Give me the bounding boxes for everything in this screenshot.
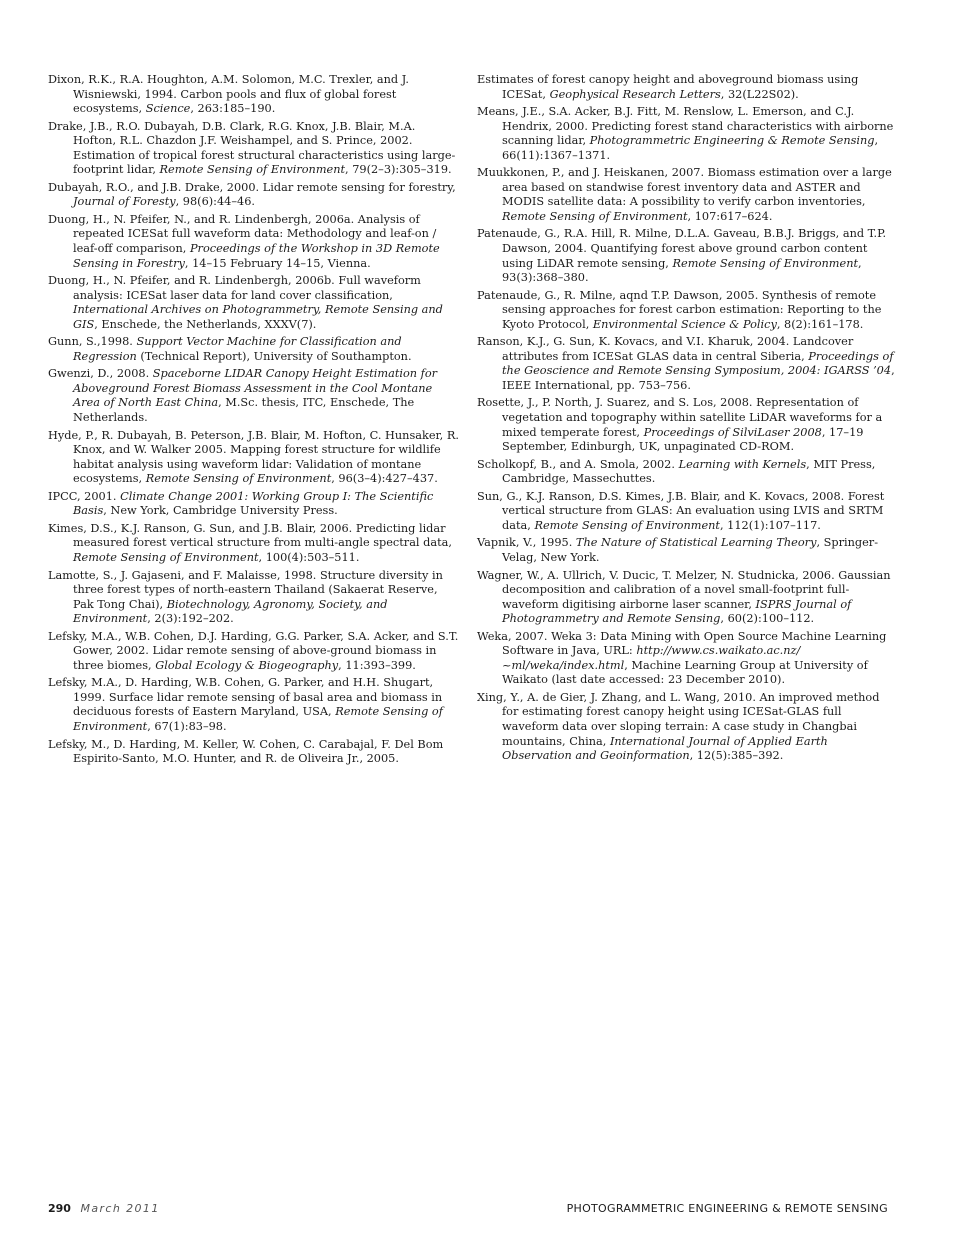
page-footer — [48, 1202, 888, 1215]
reference-text: , 60(2):100–112. — [720, 612, 815, 626]
references-right-column — [477, 73, 897, 767]
reference-text: Lefsky, M.A., D. Harding, W.B. Cohen, G. Parker, and H.H. Shugart, 1999. Surface lidar remote sensing of basal area and biomass in deciduous forests of Eastern Maryland, USA, — [48, 676, 443, 719]
reference-source-title: Photogrammetric Engineering & Remote Sensing — [589, 134, 875, 148]
reference-source-title: Biotechnology, Agronomy, Society, and Environment — [73, 597, 388, 626]
reference-source-title: Learning with Kernels — [678, 457, 807, 471]
reference-text: , Machine Learning Group at University of Waikato (last date accessed: 23 December 2010). — [502, 658, 868, 687]
reference-entry — [477, 166, 897, 224]
reference-source-title: Remote Sensing of Environment — [534, 518, 720, 532]
reference-text: , 66(11):1367–1371. — [502, 134, 879, 162]
reference-text: , 12(5):385–392. — [689, 749, 784, 763]
reference-entry — [48, 522, 460, 566]
reference-entry — [48, 630, 460, 674]
reference-entry — [477, 536, 897, 565]
reference-text: , 67(1):83–98. — [147, 719, 227, 733]
reference-source-title: International Journal of Applied Earth Observation and Geoinformation — [502, 734, 828, 763]
reference-text: Weka, 2007. Weka 3: Data Mining with Open Source Machine Learning Software in Java, URL: — [477, 629, 887, 658]
reference-text: , 2(3):192–202. — [147, 612, 234, 626]
reference-source-title: Support Vector Machine for Classification and Regression — [73, 335, 402, 363]
page-number: 290 — [48, 1202, 71, 1215]
reference-entry — [48, 676, 460, 734]
reference-text: Rosette, J., P. North, J. Suarez, and S. Los, 2008. Representation of vegetation and topography within satellite LiDAR waveforms for a mixed temperate forest, — [477, 396, 883, 439]
reference-text: Lefsky, M.A., W.B. Cohen, D.J. Harding, G.G. Parker, S.A. Acker, and S.T. Gower, 2002. Lidar remote sensing of above-ground biomass in three biomes, — [48, 629, 459, 672]
reference-source-title: The Nature of Statistical Learning Theory — [575, 536, 817, 550]
references-left-column — [48, 73, 460, 770]
reference-text: , 93(3):368–380. — [502, 256, 862, 285]
reference-text: , 112(1):107–117. — [719, 518, 821, 532]
reference-text: Ranson, K.J., G. Sun, K. Kovacs, and V.I. Kharuk, 2004. Landcover attributes from ICESat GLAS data in central Siberia, — [477, 335, 854, 363]
reference-source-title: Proceedings of the Geoscience and Remote Sensing Symposium, 2004: IGARSS ’04 — [502, 349, 894, 378]
reference-entry — [477, 227, 897, 285]
reference-source-title: Spaceborne LIDAR Canopy Height Estimation for Aboveground Forest Biomass Assessment in the Cool Montane Area of North East China — [73, 367, 438, 410]
reference-source-title: Environmental Science & Policy — [592, 317, 777, 331]
reference-text: Dixon, R.K., R.A. Houghton, A.M. Solomon, M.C. Trexler, and J. Wisniewski, 1994. Carbon pools and flux of global forest ecosystems, — [48, 73, 409, 116]
reference-entry-continued — [477, 73, 897, 102]
reference-entry — [48, 120, 460, 178]
reference-text: , 79(2–3):305–319. — [345, 163, 452, 177]
reference-text: (Technical Report), University of Southampton. — [136, 349, 412, 363]
reference-text: Patenaude, G., R.A. Hill, R. Milne, D.L.A. Gaveau, B.B.J. Briggs, and T.P. Dawson, 2004. Quantifying forest above ground carbon content using LiDAR remote sensing, — [477, 227, 887, 270]
reference-text: , New York, Cambridge University Press. — [103, 504, 338, 518]
reference-source-title: http://www.cs.waikato.ac.nz/ ~ml/weka/index.html — [502, 644, 801, 672]
reference-text: , 32(L22S02). — [720, 87, 799, 101]
reference-text: Patenaude, G., R. Milne, aqnd T.P. Dawson, 2005. Synthesis of remote sensing approaches for forest carbon estimation: Reporting to the Kyoto Protocol, — [477, 288, 882, 331]
issue-date: March 2011 — [80, 1202, 160, 1215]
reference-source-title: ISPRS Journal of Photogrammetry and Remote Sensing — [502, 597, 852, 626]
reference-source-title: Climate Change 2001: Working Group I: The Scientific Basis — [73, 489, 434, 518]
reference-entry — [477, 335, 897, 393]
reference-text: , 11:393–399. — [338, 658, 416, 672]
reference-entry — [48, 213, 460, 271]
reference-text: Means, J.E., S.A. Acker, B.J. Fitt, M. Renslow, L. Emerson, and C.J. Hendrix, 2000. Predicting forest stand characteristics with airborne scanning lidar, — [477, 105, 894, 148]
reference-entry — [48, 181, 460, 210]
reference-entry — [48, 274, 460, 332]
reference-text: Hyde, P., R. Dubayah, B. Peterson, J.B. Blair, M. Hofton, C. Hunsaker, R. Knox, and W. Walker 2005. Mapping forest structure for wildlife habitat analysis using waveform lidar: Validation of montane ecosystems, — [48, 428, 459, 486]
reference-entry — [48, 335, 460, 364]
reference-source-title: International Archives on Photogrammetry, Remote Sensing and GIS — [73, 303, 443, 331]
reference-text: Gunn, S.,1998. — [48, 335, 137, 349]
reference-text: IPCC, 2001. — [48, 489, 121, 503]
reference-text: Kimes, D.S., K.J. Ranson, G. Sun, and J.B. Blair, 2006. Predicting lidar measured forest vertical structure from multi-angle spectral data, — [48, 521, 452, 550]
reference-source-title: Journal of Foresty — [73, 195, 176, 209]
reference-entry — [48, 367, 460, 425]
reference-source-title: Remote Sensing of Environment — [73, 705, 443, 733]
reference-entry — [48, 73, 460, 117]
reference-text: , Enschede, the Netherlands, XXXV(7). — [94, 317, 317, 331]
reference-text: Wagner, W., A. Ullrich, V. Ducic, T. Melzer, N. Studnicka, 2006. Gaussian decomposition and calibration of a novel small-footprint full-waveform digitising airborne laser scanner, — [477, 568, 891, 611]
reference-entry — [48, 569, 460, 627]
reference-text: Gwenzi, D., 2008. — [48, 367, 153, 381]
reference-text: Vapnik, V., 1995. — [477, 536, 576, 550]
reference-text: Sun, G., K.J. Ranson, D.S. Kimes, J.B. Blair, and K. Kovacs, 2008. Forest vertical structure from GLAS: An evaluation using LVIS and SRTM data, — [477, 489, 885, 532]
reference-source-title: Global Ecology & Biogeography — [155, 658, 339, 672]
reference-entry — [477, 630, 897, 688]
reference-text: Duong, H., N. Pfeifer, and R. Lindenbergh, 2006b. Full waveform analysis: ICESat laser data for land cover classification, — [48, 274, 421, 302]
reference-source-title: Geophysical Research Letters — [549, 87, 721, 101]
reference-entry — [48, 429, 460, 487]
reference-text: , 107:617–624. — [687, 209, 773, 223]
reference-source-title: Proceedings of the Workshop in 3D Remote Sensing in Forestry — [73, 242, 440, 270]
reference-entry — [477, 289, 897, 333]
reference-text: Estimates of forest canopy height and aboveground biomass using ICESat, — [477, 73, 859, 101]
journal-name: PHOTOGRAMMETRIC ENGINEERING & REMOTE SENSING — [566, 1202, 888, 1215]
reference-text: Muukkonen, P., and J. Heiskanen, 2007. Biomass estimation over a large area based on standwise forest inventory data and ASTER and MODIS satellite data: A possibility to verify carbon inventories, — [477, 166, 892, 209]
reference-source-title: Remote Sensing of Environment — [145, 472, 332, 486]
reference-text: , 98(6):44–46. — [175, 195, 255, 209]
reference-text: Lamotte, S., J. Gajaseni, and F. Malaisse, 1998. Structure diversity in three forest types of north-eastern Thailand (Sakaerat Reserve, Pak Tong Chai), — [48, 568, 443, 611]
reference-text: , 100(4):503–511. — [258, 550, 360, 564]
reference-entry — [48, 738, 460, 767]
reference-entry — [477, 691, 897, 764]
reference-source-title: Remote Sensing of Environment — [672, 256, 859, 270]
reference-text: , IEEE International, pp. 753–756. — [502, 364, 895, 392]
reference-text: , Springer-Velag, New York. — [502, 536, 879, 564]
reference-text: Dubayah, R.O., and J.B. Drake, 2000. Lidar remote sensing for forestry, — [48, 180, 456, 194]
reference-text: , 14–15 February 14–15, Vienna. — [184, 256, 371, 270]
reference-entry — [477, 458, 897, 487]
reference-entry — [477, 105, 897, 163]
reference-text: Scholkopf, B., and A. Smola, 2002. — [477, 457, 679, 471]
reference-source-title: Proceedings of SilviLaser 2008 — [643, 425, 822, 439]
reference-text: Lefsky, M., D. Harding, M. Keller, W. Cohen, C. Carabajal, F. Del Bom Espirito-Santo, M.O. Hunter, and R. de Oliveira Jr., 2005. — [48, 737, 444, 766]
reference-text: , 8(2):161–178. — [776, 317, 864, 331]
reference-entry — [477, 569, 897, 627]
reference-entry — [477, 396, 897, 454]
reference-source-title: Remote Sensing of Environment — [159, 163, 346, 177]
reference-text: , M.Sc. thesis, ITC, Enschede, The Netherlands. — [73, 396, 415, 425]
reference-entry — [477, 490, 897, 534]
reference-text: Duong, H., N. Pfeifer, N., and R. Lindenbergh, 2006a. Analysis of repeated ICESat full waveform data: Methodology and leaf-on / leaf-off comparison, — [48, 212, 437, 256]
reference-text: Drake, J.B., R.O. Dubayah, D.B. Clark, R.G. Knox, J.B. Blair, M.A. Hofton, R.L. Chazdon J.F. Weishampel, and S. Prince, 2002. Estimation of tropical forest structural characteristics using large-footprint lidar, — [48, 119, 456, 177]
reference-source-title: Science — [145, 102, 191, 116]
reference-text: Xing, Y., A. de Gier, J. Zhang, and L. Wang, 2010. An improved method for estimating forest canopy height using ICESat-GLAS full waveform data over sloping terrain: A case study in Changbai mountains, China, — [477, 690, 880, 748]
reference-text: , 263:185–190. — [190, 102, 276, 116]
reference-text: , 17–19 September, Edinburgh, UK, unpaginated CD-ROM. — [502, 425, 864, 454]
reference-text: , MIT Press, Cambridge, Massechuttes. — [502, 457, 876, 486]
reference-source-title: Remote Sensing of Environment — [73, 550, 259, 564]
reference-text: , 96(3–4):427–437. — [331, 472, 438, 486]
reference-source-title: Remote Sensing of Environment — [502, 209, 688, 223]
reference-entry — [48, 490, 460, 519]
